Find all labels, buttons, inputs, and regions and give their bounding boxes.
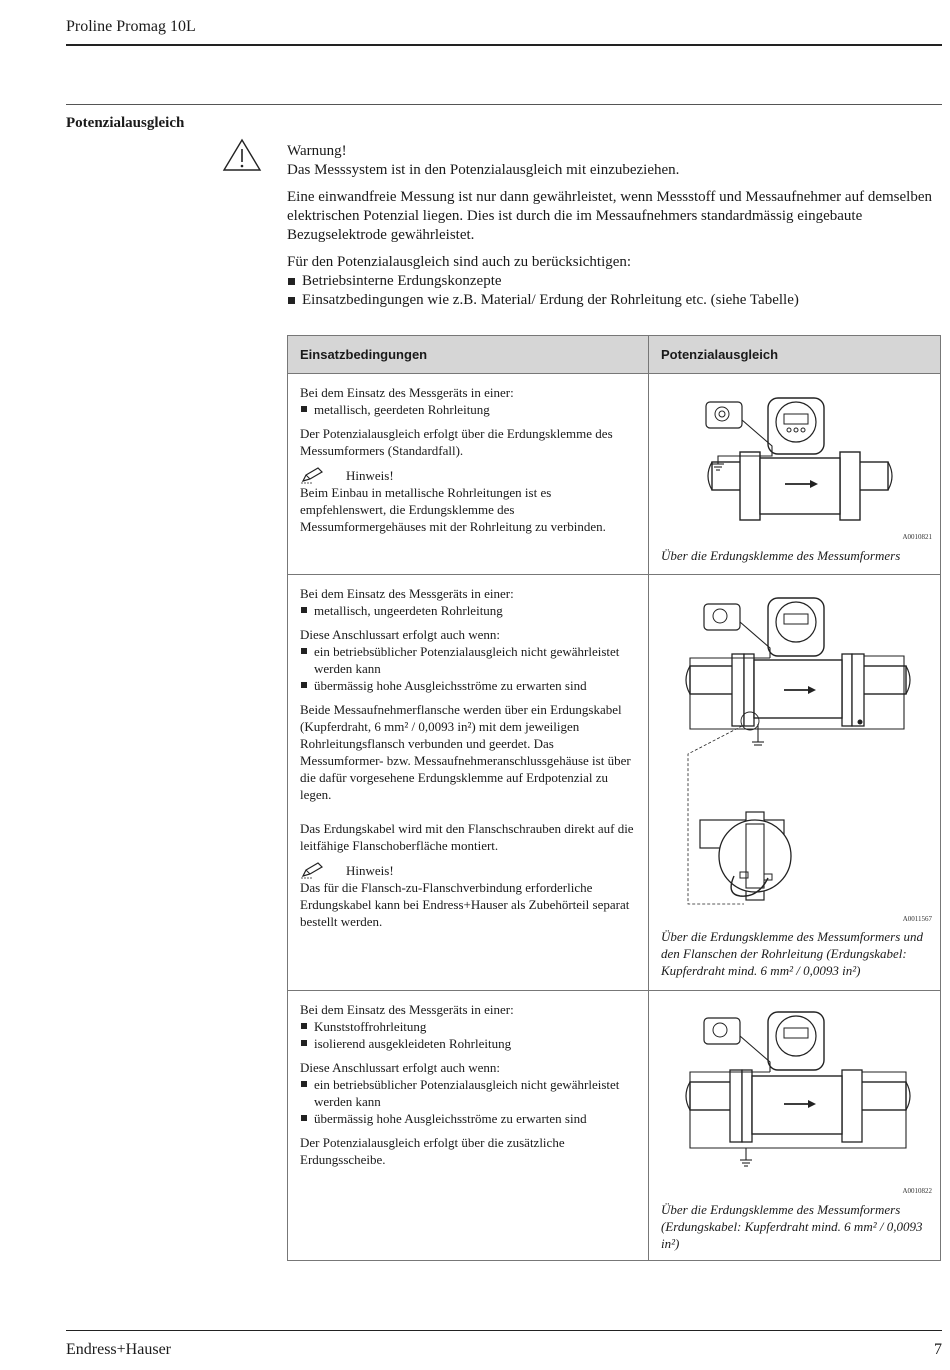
row2-bullet: übermässig hohe Ausgleichsströme zu erwarten sind <box>300 677 636 694</box>
row2-bullet: ein betriebsüblicher Potenzialausgleich nicht gewährleistet werden kann <box>300 643 636 677</box>
row3-lead: Bei dem Einsatz des Messgeräts in einer: <box>300 1002 514 1017</box>
table-column-divider <box>648 336 649 1260</box>
warning-label: Warnung! <box>287 143 347 159</box>
row2-figure-code: A0011567 <box>902 915 932 923</box>
row3-caption: Über die Erdungsklemme des Messumformers (Erdungskabel: Kupferdraht mind. 6 mm² / 0,0093 in²) <box>661 1202 923 1251</box>
table-row-divider <box>288 574 940 575</box>
warning-text: Das Messsystem ist in den Potenzialausgleich mit einzubeziehen. <box>287 162 680 178</box>
row1-bullet: metallisch, geerdeten Rohrleitung <box>300 401 636 418</box>
intro-list-lead: Für den Potenzialausgleich sind auch zu berücksichtigen: <box>287 254 632 270</box>
row1-paragraph: Der Potenzialausgleich erfolgt über die Erdungsklemme des Messumformers (Standardfall). <box>300 426 613 458</box>
footer-company: Endress+Hauser <box>66 1341 171 1358</box>
row2-note-text: Das für die Flansch-zu-Flanschverbindung erforderliche Erdungskabel kann bei Endress+Hauser als Zubehörteil separat bestellt werden. <box>300 880 630 929</box>
row1-note <box>300 466 636 484</box>
figure-grounding-disc <box>660 1000 940 1180</box>
row1-lead: Bei dem Einsatz des Messgeräts in einer: <box>300 385 514 400</box>
footer-rule <box>66 1330 942 1331</box>
row3-bullet: ein betriebsüblicher Potenzialausgleich nicht gewährleistet werden kann <box>300 1076 636 1110</box>
page-number: 7 <box>934 1341 942 1358</box>
grounding-table <box>287 335 941 1261</box>
row3-bullet: isolierend ausgekleideten Rohrleitung <box>300 1035 636 1052</box>
figure-grounding-standard <box>660 384 940 544</box>
row3-paragraph: Der Potenzialausgleich erfolgt über die zusätzliche Erdungsscheibe. <box>300 1135 565 1167</box>
row3-lead2: Diese Anschlussart erfolgt auch wenn: <box>300 1060 501 1075</box>
row1-figure-code: A0010821 <box>902 533 932 541</box>
row2-lead2: Diese Anschlussart erfolgt auch wenn: <box>300 627 501 642</box>
table-row-2-conditions <box>300 585 636 930</box>
pencil-icon <box>300 466 326 484</box>
table-row-1-conditions <box>300 384 636 535</box>
row2-bullet: metallisch, ungeerdeten Rohrleitung <box>300 602 636 619</box>
table-row-divider <box>288 990 940 991</box>
header-rule <box>66 44 942 46</box>
warning-block <box>287 142 942 180</box>
section-title: Potenzialausgleich <box>66 115 185 131</box>
table-header-equalization: Potenzialausgleich <box>649 336 940 374</box>
row3-figure-code: A0010822 <box>902 1187 932 1195</box>
row2-caption: Über die Erdungsklemme des Messumformers und den Flanschen der Rohrleitung (Erdungskabel: Kupferdraht mind. 6 mm² / 0,0093 in²) <box>661 929 924 978</box>
table-header-conditions: Einsatzbedingungen <box>288 336 648 374</box>
row2-paragraph: Beide Messaufnehmerflansche werden über ein Erdungskabel (Kupferdraht, 6 mm² / 0,0093 in²) mit dem jeweiligen Rohrleitungsflansch verbunden und geerdet. Das Messumformer- bzw. Messaufnehmeranschlussgehäuse ist über die dafür vorgesehene Erdungsklemme auf Erdpotenzial zu legen. <box>300 702 631 802</box>
row1-note-label: Hinweis! <box>346 467 394 483</box>
intro-list-block <box>287 253 942 310</box>
row3-bullet: übermässig hohe Ausgleichsströme zu erwarten sind <box>300 1110 636 1127</box>
intro-bullet: Betriebsinterne Erdungskonzepte <box>287 272 942 291</box>
row1-caption: Über die Erdungsklemme des Messumformers <box>661 548 901 563</box>
intro-paragraph: Eine einwandfreie Messung ist nur dann gewährleistet, wenn Messstoff und Messaufnehmer auf demselben elektrischen Potenzial liegen. Dies ist durch die im Messaufnehmers standardmässig eingebaute Bezugselektrode gewährleistet. <box>287 189 932 243</box>
pencil-icon <box>300 861 326 879</box>
figure-grounding-flange-cable <box>660 584 940 912</box>
row2-note <box>300 861 636 879</box>
running-header: Proline Promag 10L <box>66 18 196 35</box>
row2-paragraph-2: Das Erdungskabel wird mit den Flanschschrauben direkt auf die leitfähige Flanschoberfläche montiert. <box>300 821 634 853</box>
row2-note-label: Hinweis! <box>346 862 394 878</box>
row1-note-text: Beim Einbau in metallische Rohrleitungen ist es empfehlenswert, die Erdungsklemme des Messumformergehäuses mit der Rohrleitung zu verbinden. <box>300 485 606 534</box>
warning-icon <box>222 138 262 172</box>
table-row-3-conditions <box>300 1001 636 1175</box>
row3-bullet: Kunststoffrohrleitung <box>300 1018 636 1035</box>
table-row-divider <box>288 373 940 374</box>
section-rule <box>66 104 942 105</box>
row2-lead: Bei dem Einsatz des Messgeräts in einer: <box>300 586 514 601</box>
intro-bullet: Einsatzbedingungen wie z.B. Material/ Erdung der Rohrleitung etc. (siehe Tabelle) <box>287 291 942 310</box>
